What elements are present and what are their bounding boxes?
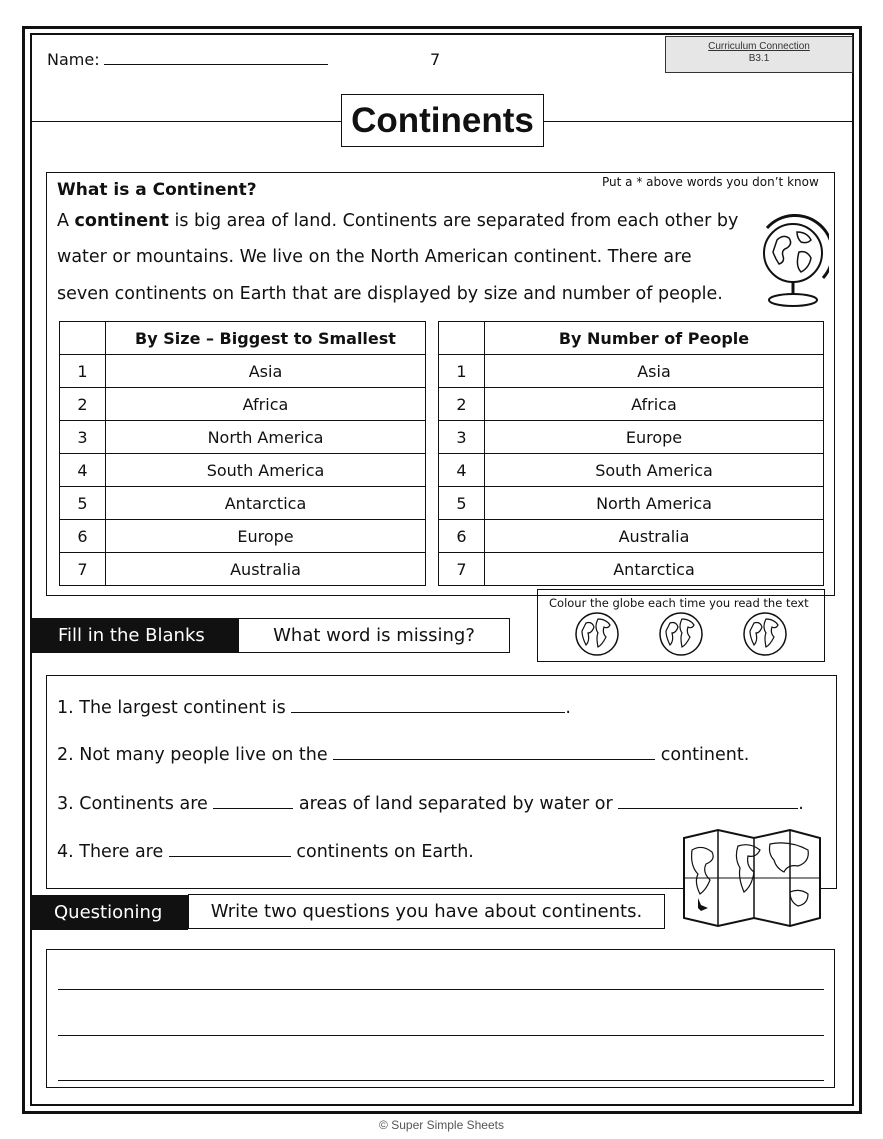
questioning-label: Questioning	[32, 895, 188, 930]
copyright-footer: © Super Simple Sheets	[379, 1118, 504, 1132]
table-row: 2 Africa	[439, 388, 824, 421]
table-row: 6 Europe	[60, 520, 426, 553]
name-field[interactable]	[47, 50, 328, 69]
blank-question-3: 3. Continents are areas of land separated by water or .	[57, 794, 804, 814]
size-table-corner	[60, 322, 106, 355]
answer-blank[interactable]	[169, 843, 291, 857]
keyword-continent: continent	[74, 211, 169, 231]
curriculum-connection-box	[665, 36, 853, 73]
table-row: 7 Antarctica	[439, 553, 824, 586]
table-row: 2 Africa	[60, 388, 426, 421]
table-row: 5 North America	[439, 487, 824, 520]
table-row: 5 Antarctica	[60, 487, 426, 520]
page-title: Continents	[341, 94, 544, 147]
answer-line[interactable]	[58, 989, 824, 990]
table-row: 3 North America	[60, 421, 426, 454]
table-row: 7 Australia	[60, 553, 426, 586]
fill-blanks-prompt: What word is missing?	[238, 618, 510, 653]
answer-line[interactable]	[58, 1035, 824, 1036]
people-table-corner	[439, 322, 485, 355]
size-table	[59, 321, 426, 586]
blank-question-2: 2. Not many people live on the continent.	[57, 745, 750, 765]
colour-globe-text: Colour the globe each time you read the text	[549, 596, 809, 610]
answer-blank[interactable]	[618, 795, 798, 809]
questions-answer-box	[46, 949, 835, 1088]
curriculum-code: B3.1	[748, 53, 770, 64]
desk-globe-icon	[757, 208, 829, 312]
answer-blank[interactable]	[333, 746, 655, 760]
table-row: 6 Australia	[439, 520, 824, 553]
intro-heading: What is a Continent?	[57, 180, 257, 200]
star-note: Put a * above words you don’t know	[602, 175, 819, 189]
table-row: 1 Asia	[439, 355, 824, 388]
intro-line-1: A continent is big area of land. Continents are separated from each other by	[57, 211, 739, 231]
curriculum-title: Curriculum Connection	[708, 41, 810, 52]
table-row: 4 South America	[439, 454, 824, 487]
table-row: 3 Europe	[439, 421, 824, 454]
size-table-header: By Size – Biggest to Smallest	[106, 322, 426, 355]
blank-question-1: 1. The largest continent is .	[57, 698, 571, 718]
globe-icon[interactable]	[742, 611, 788, 657]
people-table	[438, 321, 824, 586]
name-label: Name:	[47, 50, 100, 69]
answer-blank[interactable]	[291, 699, 565, 713]
folded-map-icon	[678, 826, 826, 928]
table-row: 1 Asia	[60, 355, 426, 388]
blank-question-4: 4. There are continents on Earth.	[57, 842, 474, 862]
page-number: 7	[430, 50, 441, 69]
table-row: 4 South America	[60, 454, 426, 487]
globe-icon[interactable]	[658, 611, 704, 657]
fill-blanks-label: Fill in the Blanks	[32, 618, 238, 653]
intro-line-3: seven continents on Earth that are displayed by size and number of people.	[57, 284, 723, 304]
name-line[interactable]	[104, 51, 328, 65]
people-table-header: By Number of People	[485, 322, 824, 355]
questioning-prompt: Write two questions you have about continents.	[188, 894, 665, 929]
answer-blank[interactable]	[213, 795, 293, 809]
intro-line-2: water or mountains. We live on the North American continent. There are	[57, 247, 692, 267]
globe-icon[interactable]	[574, 611, 620, 657]
answer-line[interactable]	[58, 1080, 824, 1081]
